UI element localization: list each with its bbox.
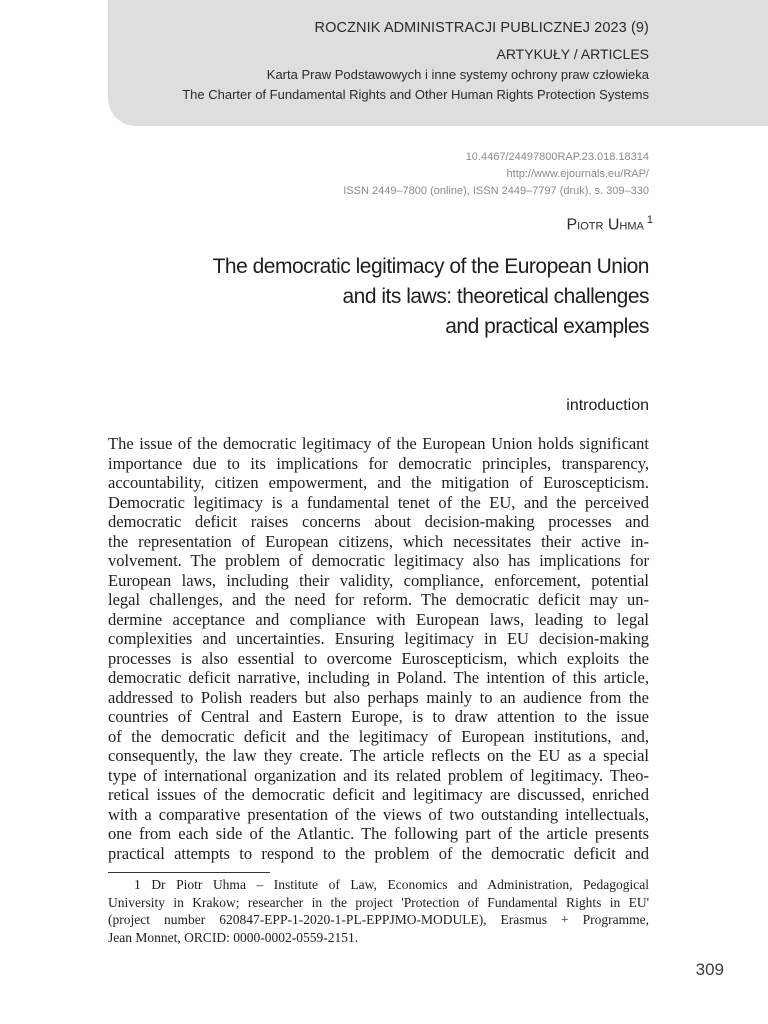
author-line [566,214,653,234]
footnote-line: (project number 620847-EPP-1-2020-1-PL-EPPJMO-MODULE), Erasmus + Programme, [108,912,649,927]
body-line: European laws, including their validity, compliance, enforcement, potential [108,570,649,590]
body-line: democratic deficit raises concerns about decision-making processes and [108,512,649,531]
footnote [108,876,649,946]
body-line: volvement. The problem of democratic legitimacy also has implications for [108,551,649,570]
body-line: importance due to its implications for democratic principles, transparency, [108,453,649,473]
body-line: type of international organization and its related problem of legitimacy. Theo- [108,765,649,785]
body-line: with a comparative presentation of the views of two outstanding intellectuals, [108,804,649,824]
body-line: practical attempts to respond to the problem of the democratic deficit and [108,843,649,863]
article-title [213,252,649,342]
journal-url: http://www.ejournals.eu/RAP/ [506,168,649,180]
series-title-en: The Charter of Fundamental Rights and Other Human Rights Protection Systems [182,87,649,102]
section-heading: introduction [566,397,649,414]
author-name: Piotr Uhma [566,216,644,234]
title-line: The democratic legitimacy of the European Union [212,255,649,278]
body-text [108,434,649,863]
body-line: addressed to Polish readers but also perhaps mainly to an audience from the [108,687,649,707]
author-footnote-mark: 1 [646,214,653,226]
body-line: processes is also essential to overcome Euroscepticism, which exploits the [108,648,649,668]
doi: 10.4467/24497800RAP.23.018.18314 [465,151,649,163]
body-line: democratic deficit narrative, including in Poland. The intention of this article, [108,668,649,687]
body-line: complexities and uncertainties. Ensuring legitimacy in EU decision-making [108,629,649,648]
title-line: and practical examples [445,315,649,338]
journal-title: ROCZNIK ADMINISTRACJI PUBLICZNEJ 2023 (9) [314,20,649,36]
body-line: consequently, the law they create. The article reflects on the EU as a special [108,746,649,765]
body-line: of the democratic deficit and the legitimacy of European institutions, and, [108,726,649,746]
journal-header-band [108,0,768,126]
footnote-line: 1 Dr Piotr Uhma – Institute of Law, Economics and Administration, Pedagogical [134,877,649,892]
body-line: the representation of European citizens, which necessitates their active in- [108,531,649,551]
body-line: legal challenges, and the need for reform. The democratic deficit may un- [108,590,649,609]
issn-line: ISSN 2449–7800 (online), ISSN 2449–7797 (druk), s. 309–330 [343,185,649,197]
footnote-line: Jean Monnet, ORCID: 0000-0002-0559-2151. [108,929,359,945]
body-line: countries of Central and Eastern Europe, is to draw attention to the issue [108,707,649,726]
series-title-pl: Karta Praw Podstawowych i inne systemy ochrony praw człowieka [266,67,649,82]
body-line: accountability, citizen empowerment, and the mitigation of Euroscepticism. [108,473,649,492]
body-line: dermine acceptance and compliance with European laws, leading to legal [108,609,649,629]
section-label: ARTYKUŁY / ARTICLES [496,46,649,62]
footnote-rule [108,872,270,873]
body-line: one from each side of the Atlantic. The following part of the article presents [108,824,649,843]
page-number: 309 [695,960,724,979]
body-line: The issue of the democratic legitimacy of the European Union holds significant [108,434,649,453]
title-line: and its laws: theoretical challenges [342,285,649,308]
body-line: Democratic legitimacy is a fundamental tenet of the EU, and the perceived [108,492,649,512]
body-line: retical issues of the democratic deficit and legitimacy are discussed, enriched [108,785,649,804]
footnote-line: University in Krakow; researcher in the project 'Protection of Fundamental Rights in EU' [108,894,649,910]
